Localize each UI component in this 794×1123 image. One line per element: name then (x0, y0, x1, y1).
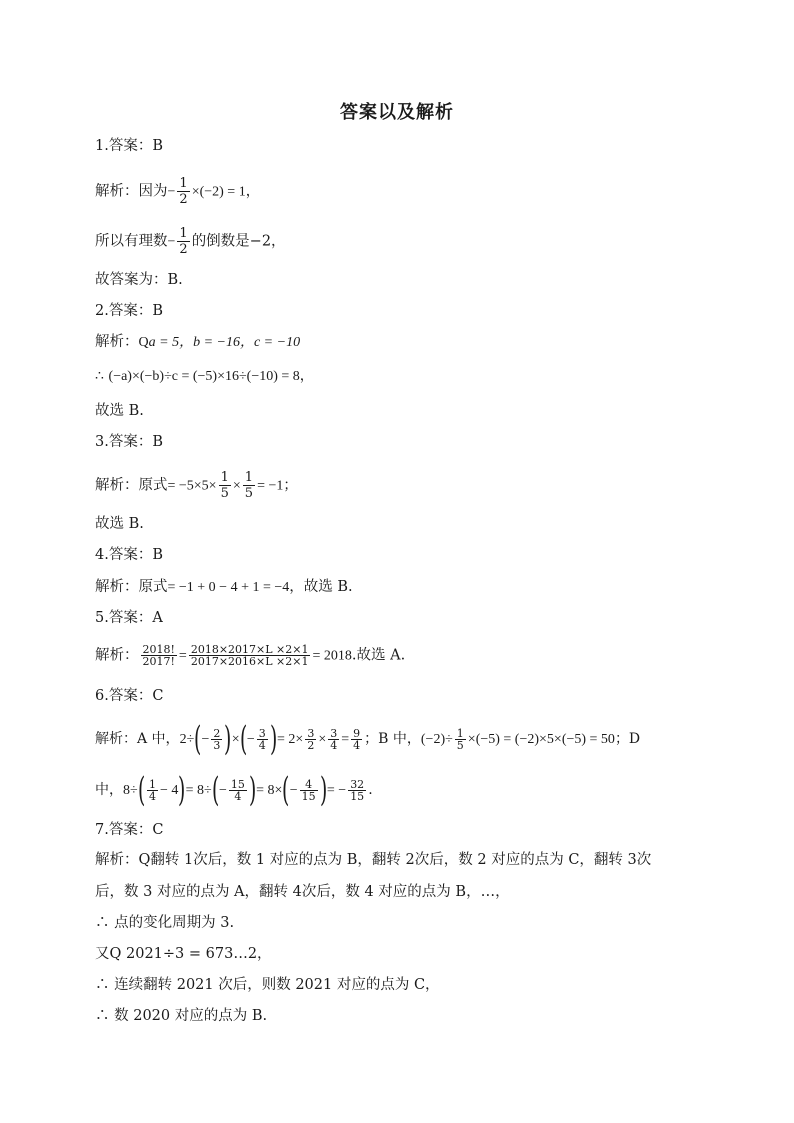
q4-explanation-line1 (95, 577, 353, 598)
q6-d-f2-den: 4 (234, 789, 242, 803)
q2-answer: 2.答案：B (95, 303, 163, 319)
q6-d-lparen-3: ( (282, 770, 290, 810)
q5-l1-post: .故选 A. (351, 647, 406, 664)
q1-l1-prefix: 解析：因为 (95, 183, 168, 200)
q3-times: × (232, 478, 241, 494)
q2-l2-math: (−a)×(−b)÷c = (−5)×16÷(−10) = 8， (108, 369, 314, 384)
q3-conclusion: 故选 B. (95, 516, 144, 532)
q6-d-fraction-4 (348, 779, 366, 802)
q5-l1-prefix: 解析： (95, 647, 139, 664)
q6-d-m4: − 4 (159, 783, 179, 798)
q6-d-rparen-2: ) (248, 770, 257, 810)
q6-a-2div: 2÷ (179, 732, 195, 747)
q1-l2-prefix: 所以有理数 (95, 233, 168, 250)
q6-d-f2-num: 15 (230, 777, 245, 791)
q2-l1-prefix: 解析： (95, 334, 139, 350)
q2-therefore: ∴ (95, 369, 104, 384)
q6-a-fraction-4 (328, 728, 339, 751)
q6-a-f1-num: 2 (213, 726, 221, 740)
q7-explanation-line6: ∴ 数 2020 对应的点为 B. (95, 1008, 268, 1024)
q7-explanation-line3: ∴ 点的变化周期为 3. (95, 915, 235, 931)
q7-explanation-line2: 后，数 3 对应的点为 A，翻转 4次后，数 4 对应的点为 B，…， (95, 884, 510, 900)
q5-eq2: = 2018 (312, 648, 352, 664)
q6-a-f5-num: 9 (353, 726, 361, 740)
q2-explanation-line2 (95, 366, 314, 387)
q3-math-a: = −5×5× (167, 478, 217, 494)
q2-because: Q (138, 335, 149, 350)
q6-answer: 6.答案：C (95, 688, 164, 704)
q5-f1-num: 2018! (142, 643, 175, 656)
q5-fraction-1 (141, 644, 177, 667)
q6-d-eq1: = 8÷ (185, 783, 212, 798)
q6-d-fraction-2 (229, 779, 247, 802)
q6-a-eq2: = (341, 732, 350, 747)
q4-l1-math: = −1 + 0 − 4 + 1 = −4 (167, 580, 290, 595)
q2-explanation-line1 (95, 332, 300, 353)
q6-a-f3-num: 3 (307, 726, 315, 740)
q6-a-rparen-2: ) (269, 719, 278, 759)
q5-eq1: = (178, 648, 187, 664)
q6-d-rparen-1: ) (178, 770, 186, 810)
q3-f2-den: 5 (244, 486, 254, 501)
q3-answer: 3.答案：B (95, 434, 163, 450)
q1-frac-num: 1 (179, 176, 188, 191)
q3-l1-prefix: 解析：原式 (95, 477, 168, 494)
q3-fraction-2 (243, 470, 255, 501)
q1-minus: − (167, 184, 176, 200)
q3-f1-num: 1 (220, 470, 229, 485)
q6-a-sep: ；B 中， (364, 731, 421, 747)
q3-fraction-1 (219, 470, 231, 501)
q5-answer: 5.答案：A (95, 610, 163, 626)
q6-a-lparen-1: ( (194, 719, 202, 759)
q6-b-f-den: 5 (456, 738, 464, 752)
q6-a-f4-den: 4 (330, 738, 338, 752)
q5-f2-den: 2017×2016×L ×2×1 (190, 655, 309, 668)
q4-answer: 4.答案：B (95, 547, 163, 563)
q6-d-f3-num: 4 (300, 779, 318, 791)
q1-l2-minus: − (167, 234, 176, 250)
q4-l1-prefix: 解析：原式 (95, 579, 168, 595)
q7-explanation-line5: ∴ 连续翻转 2021 次后，则数 2021 对应的点为 C， (95, 977, 440, 993)
q5-fraction-2 (189, 644, 311, 667)
q6-a-f4-num: 3 (330, 726, 338, 740)
q6-d-8div: 8÷ (123, 783, 138, 798)
q6-d-rparen-3: ) (319, 770, 327, 810)
q1-answer: 1.答案：B (95, 138, 163, 154)
q6-a-f1-den: 3 (213, 738, 221, 752)
q3-explanation-line1 (95, 470, 297, 501)
q6-a-times2: × (318, 732, 327, 747)
q1-l2-fraction (177, 226, 189, 257)
q6-a-f2-num: 3 (258, 726, 266, 740)
q3-f2-num: 1 (244, 470, 254, 485)
q1-fraction (177, 176, 189, 207)
q6-d-lparen-1: ( (137, 770, 145, 810)
q6-d-eq2: = 8× (256, 783, 283, 798)
q6-d-f3-den: 15 (301, 789, 316, 803)
q1-l2-post: 的倒数是−2， (191, 233, 286, 250)
q6-d-end: . (368, 782, 373, 798)
q6-d-f4-num: 32 (350, 777, 365, 791)
q6-a-eq: = 2× (277, 732, 304, 747)
q6-a-lparen-2: ( (239, 719, 247, 759)
q7-answer: 7.答案：C (95, 822, 164, 838)
q6-d-fraction-1 (147, 779, 158, 802)
q6-d-eq3: = − (326, 783, 347, 798)
q6-b-f-num: 1 (456, 726, 464, 740)
q6-l2-prefix: 中， (95, 782, 123, 798)
q6-d-f1-den: 4 (148, 789, 156, 803)
q6-d-lparen-2: ( (211, 770, 219, 810)
q6-a-f3-den: 2 (307, 738, 315, 752)
q5-f2-num: 2018×2017×L ×2×1 (190, 643, 309, 656)
q3-math-b: = −1； (257, 478, 298, 494)
q1-frac-den: 2 (179, 192, 188, 207)
q1-explanation-line2 (95, 226, 286, 257)
q6-b-b: ×(−5) = (−2)×5×(−5) = 50 (467, 732, 615, 747)
q5-explanation-line1 (95, 644, 405, 667)
q6-b-fraction (455, 728, 466, 751)
q6-a-fraction-2 (257, 728, 268, 751)
q7-explanation-line1: 解析：Q翻转 1次后，数 1 对应的点为 B，翻转 2次后，数 2 对应的点为 C，翻转 3次 (95, 852, 652, 868)
q6-d-f4-den: 15 (350, 789, 365, 803)
q1-l2-frac-den: 2 (179, 242, 188, 257)
q1-l1-math: ×(−2) = 1， (191, 184, 260, 200)
q6-explanation-line1: 解析：A 中，2÷(− $\frac{2}{3}$ )×(− $\frac{3}{4}$ )= 2× $\frac{3}{2}$ × $\frac{3}{4}$ = $\frac{9}{4}$ ；B 中，(−2)÷ $\frac{1}{5}$ ×(−5) = (−2)×5×(−5) = 50；D (95, 719, 641, 759)
q6-a-times: × (231, 732, 240, 747)
q7-explanation-line4: 又Q 2021÷3 = 673…2， (95, 946, 272, 962)
q6-a-fraction-1 (211, 728, 222, 751)
q4-l1-post: ，故选 B. (289, 579, 353, 595)
q6-a-rparen-1: ) (224, 719, 232, 759)
q5-f1-den: 2017! (142, 655, 175, 668)
q6-explanation-line2: 中，8÷( $\frac{1}{4}$ − 4)= 8÷(− $\frac{15}{4}$ )= 8×(− $\frac{4}{15}$ )= − $\frac{32}{15}$ . (95, 770, 373, 810)
q1-l2-frac-num: 1 (179, 226, 188, 241)
q2-conclusion: 故选 B. (95, 403, 144, 419)
q6-a-f5-den: 4 (353, 738, 361, 752)
q6-a-fraction-5 (351, 728, 362, 751)
q2-l1-math: a = 5，b = −16，c = −10 (148, 335, 301, 350)
q1-explanation-line1 (95, 176, 260, 207)
q6-b-sep: ；D (614, 731, 641, 747)
q6-d-fraction-3 (300, 779, 318, 802)
q1-conclusion: 故答案为：B. (95, 272, 183, 288)
q6-d-f1-num: 1 (148, 777, 156, 791)
q6-a-f2-den: 4 (258, 738, 266, 752)
page-title: 答案以及解析 (340, 102, 454, 123)
q6-l1-prefix: 解析：A 中， (95, 731, 180, 747)
q6-a-fraction-3 (305, 728, 316, 751)
q3-f1-den: 5 (220, 486, 229, 501)
q6-b-a: (−2)÷ (420, 732, 453, 747)
